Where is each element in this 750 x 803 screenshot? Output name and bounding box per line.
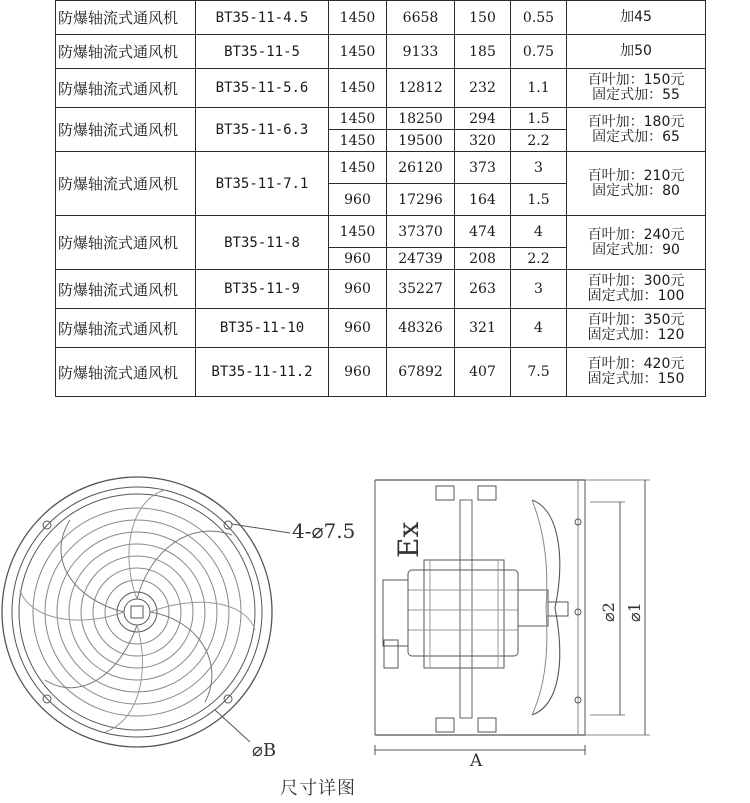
speed-cell: 1450 <box>329 152 387 184</box>
table-row <box>56 35 706 69</box>
product-name: 防爆轴流式通风机 <box>56 1 196 35</box>
addon-line: 固定式加：65 <box>592 128 680 145</box>
speed-cell: 1450 <box>329 1 387 35</box>
speed-cell: 1450 <box>329 108 387 130</box>
speed-cell: 1450 <box>329 69 387 108</box>
addon-line: 百叶加：180元 <box>587 113 685 130</box>
addon-line: 百叶加：350元 <box>587 312 685 328</box>
product-name: 防爆轴流式通风机 <box>56 309 196 348</box>
addon-line: 固定式加：150 <box>587 371 685 387</box>
power-cell: 0.75 <box>511 35 567 69</box>
price-addon-cell <box>567 35 706 69</box>
speed-cell: 1450 <box>329 216 387 248</box>
power-cell: 0.55 <box>511 1 567 35</box>
speed-cell: 1450 <box>329 130 387 152</box>
pressure-cell: 263 <box>455 270 511 309</box>
diameter-b-label: ⌀B <box>252 740 277 761</box>
drawing-caption: 尺寸详图 <box>280 778 356 799</box>
dim-a-label: A <box>470 751 483 771</box>
dimension-drawing <box>0 440 750 803</box>
power-cell: 1.5 <box>511 184 567 216</box>
pressure-cell: 185 <box>455 35 511 69</box>
table-row <box>56 216 706 248</box>
pressure-cell: 320 <box>455 130 511 152</box>
power-cell: 7.5 <box>511 348 567 397</box>
model-code: BT35-11-8 <box>196 216 329 270</box>
model-code: BT35-11-7.1 <box>196 152 329 216</box>
addon-line: 百叶加：420元 <box>587 356 685 372</box>
pressure-cell: 294 <box>455 108 511 130</box>
addon-line: 固定式加：80 <box>592 182 680 199</box>
power-cell: 1.5 <box>511 108 567 130</box>
dim-d2-label: ⌀2 <box>599 602 618 622</box>
addon-line: 百叶加：240元 <box>587 226 685 243</box>
addon-line: 固定式加：55 <box>592 87 680 103</box>
power-cell: 3 <box>511 270 567 309</box>
pressure-cell: 407 <box>455 348 511 397</box>
airflow-cell: 35227 <box>387 270 455 309</box>
pressure-cell: 164 <box>455 184 511 216</box>
airflow-cell: 19500 <box>387 130 455 152</box>
front-view <box>2 477 290 747</box>
table-row <box>56 69 706 108</box>
price-addon-cell <box>567 270 706 309</box>
pressure-cell: 474 <box>455 216 511 248</box>
table-row <box>56 1 706 35</box>
pressure-cell: 150 <box>455 1 511 35</box>
addon-line: 百叶加：300元 <box>587 273 685 289</box>
airflow-cell: 18250 <box>387 108 455 130</box>
table-row <box>56 270 706 309</box>
speed-cell: 960 <box>329 309 387 348</box>
table-row <box>56 309 706 348</box>
product-name: 防爆轴流式通风机 <box>56 108 196 152</box>
power-cell: 2.2 <box>511 130 567 152</box>
addon-line: 百叶加：150元 <box>587 72 685 88</box>
model-code: BT35-11-5 <box>196 35 329 69</box>
airflow-cell: 26120 <box>387 152 455 184</box>
power-cell: 3 <box>511 152 567 184</box>
airflow-cell: 17296 <box>387 184 455 216</box>
price-addon-cell <box>567 152 706 216</box>
speed-cell: 960 <box>329 270 387 309</box>
pressure-cell: 321 <box>455 309 511 348</box>
price-addon-cell <box>567 309 706 348</box>
product-name: 防爆轴流式通风机 <box>56 152 196 216</box>
power-cell: 1.1 <box>511 69 567 108</box>
speed-cell: 960 <box>329 348 387 397</box>
addon-line: 加50 <box>620 43 652 59</box>
airflow-cell: 6658 <box>387 1 455 35</box>
speed-cell: 1450 <box>329 35 387 69</box>
model-code: BT35-11-10 <box>196 309 329 348</box>
airflow-cell: 12812 <box>387 69 455 108</box>
product-name: 防爆轴流式通风机 <box>56 270 196 309</box>
addon-line: 固定式加：120 <box>587 327 685 343</box>
pressure-cell: 373 <box>455 152 511 184</box>
airflow-cell: 9133 <box>387 35 455 69</box>
power-cell: 4 <box>511 309 567 348</box>
power-cell: 4 <box>511 216 567 248</box>
addon-line: 固定式加：90 <box>592 241 680 258</box>
price-addon-cell <box>567 348 706 397</box>
addon-line: 固定式加：100 <box>587 288 685 304</box>
product-name: 防爆轴流式通风机 <box>56 216 196 270</box>
model-code: BT35-11-5.6 <box>196 69 329 108</box>
power-cell: 2.2 <box>511 248 567 270</box>
table-row <box>56 348 706 397</box>
price-addon-cell <box>567 69 706 108</box>
airflow-cell: 24739 <box>387 248 455 270</box>
speed-cell: 960 <box>329 184 387 216</box>
airflow-cell: 37370 <box>387 216 455 248</box>
speed-cell: 960 <box>329 248 387 270</box>
pressure-cell: 232 <box>455 69 511 108</box>
product-name: 防爆轴流式通风机 <box>56 35 196 69</box>
airflow-cell: 48326 <box>387 309 455 348</box>
model-code: BT35-11-6.3 <box>196 108 329 152</box>
model-code: BT35-11-9 <box>196 270 329 309</box>
price-addon-cell <box>567 108 706 152</box>
ex-mark: Ex <box>392 521 425 558</box>
dim-d1-label: ⌀1 <box>625 602 644 622</box>
pressure-cell: 208 <box>455 248 511 270</box>
table-row <box>56 108 706 130</box>
airflow-cell: 67892 <box>387 348 455 397</box>
table-row <box>56 152 706 184</box>
price-addon-cell <box>567 216 706 270</box>
model-code: BT35-11-4.5 <box>196 1 329 35</box>
product-name: 防爆轴流式通风机 <box>56 348 196 397</box>
price-addon-cell <box>567 1 706 35</box>
model-code: BT35-11-11.2 <box>196 348 329 397</box>
addon-line: 加45 <box>620 9 652 25</box>
product-name: 防爆轴流式通风机 <box>56 69 196 108</box>
addon-line: 百叶加：210元 <box>587 167 685 184</box>
hole-label: 4-⌀7.5 <box>292 519 356 543</box>
spec-table <box>55 0 706 397</box>
